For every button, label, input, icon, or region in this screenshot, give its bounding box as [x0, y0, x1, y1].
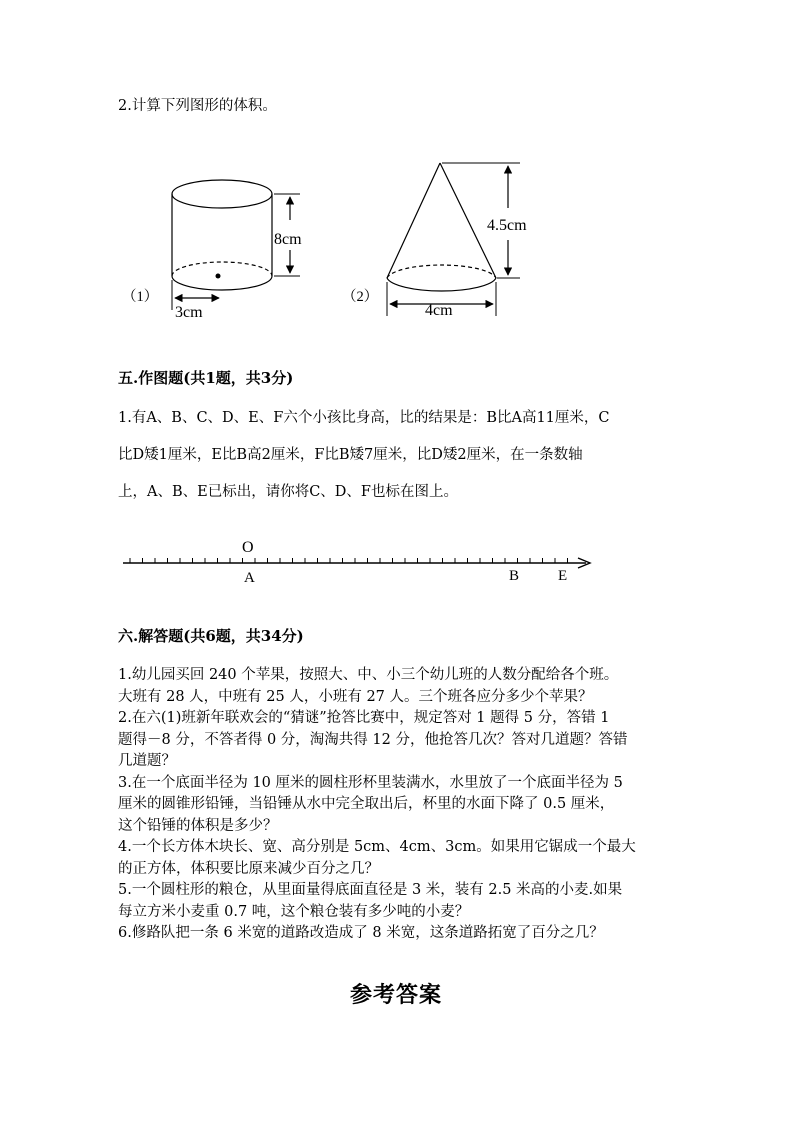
question-line: 6.修路队把一条 6 米宽的道路改造成了 8 米宽，这条道路拓宽了百分之几？	[118, 925, 604, 941]
section5-question-line: 上，A、B、E已标出，请你将C、D、F也标在图上。	[118, 484, 458, 500]
section5-question	[118, 400, 610, 511]
cylinder-figure	[122, 180, 302, 321]
cone-base-back	[387, 265, 496, 278]
question-line: 1.幼儿园买回 240 个苹果，按照大、中、小三个幼儿班的人数分配给各个班。	[118, 667, 619, 683]
volume-figures	[0, 150, 794, 325]
answer-title: 参考答案	[350, 982, 443, 1008]
section6-title: 六.解答题(共6题，共34分)	[118, 627, 304, 645]
question-line: 这个铅锤的体积是多少？	[118, 817, 278, 834]
question-line: 题得－8 分，不答者得 0 分，淘淘共得 12 分，他抢答几次？答对几道题？答错	[118, 731, 628, 748]
cone-figure	[342, 163, 527, 319]
question-line: 4.一个长方体木块长、宽、高分别是 5cm、4cm、3cm。如果用它锯成一个最大	[118, 839, 636, 855]
question-line: 的正方体，体积要比原来减少百分之几？	[118, 860, 379, 877]
figure1-label: （1）	[122, 289, 159, 305]
cone-base-front	[387, 278, 496, 291]
question-line: 每立方米小麦重 0.7 吨，这个粮仓装有多少吨的小麦？	[118, 903, 470, 920]
cone-height-label: 4.5cm	[487, 217, 527, 234]
origin-label: O	[242, 539, 254, 556]
cone-left-side	[387, 163, 440, 278]
question-line: 厘米的圆锥形铅锤，当铅锤从水中完全取出后，杯里的水面下降了 0.5 厘米，	[118, 796, 615, 812]
cylinder-center-dot	[216, 274, 221, 279]
question-line: 2.在六(1)班新年联欢会的“猜谜”抢答比赛中，规定答对 1 题得 5 分，答错 1	[118, 710, 610, 726]
question-line: 3.在一个底面半径为 10 厘米的圆柱形杯里装满水，水里放了一个底面半径为 5	[118, 774, 623, 791]
question-line: 几道题？	[118, 753, 176, 769]
cylinder-radius-label: 3cm	[175, 304, 203, 321]
cylinder-bottom-back	[172, 262, 272, 276]
section6-questions	[118, 665, 636, 945]
cylinder-top-ellipse	[172, 180, 272, 208]
cylinder-height-label: 8cm	[274, 231, 302, 248]
figure2-label: （2）	[342, 289, 379, 305]
number-line	[0, 535, 794, 590]
cone-diameter-label: 4cm	[425, 302, 453, 319]
volume-question-prompt: 2.计算下列图形的体积。	[118, 98, 277, 114]
question-line: 大班有 28 人，中班有 25 人，小班有 27 人。三个班各应分多少个苹果？	[118, 688, 593, 705]
cylinder-bottom-front	[172, 276, 272, 290]
question-line: 5.一个圆柱形的粮仓，从里面量得底面直径是 3 米，装有 2.5 米高的小麦.如果	[118, 882, 623, 898]
section5-title: 五.作图题(共1题，共3分)	[118, 369, 294, 387]
section5-question-line: 1.有A、B、C、D、E、F六个小孩比身高，比的结果是：B比A高11厘米，C	[118, 410, 610, 426]
point-e-label: E	[558, 568, 568, 584]
number-line-ticks	[130, 558, 568, 563]
section5-question-line: 比D矮1厘米，E比B高2厘米，F比B矮7厘米，比D矮2厘米，在一条数轴	[118, 447, 583, 463]
point-b-label: B	[509, 568, 520, 584]
point-a-label: A	[244, 570, 255, 586]
